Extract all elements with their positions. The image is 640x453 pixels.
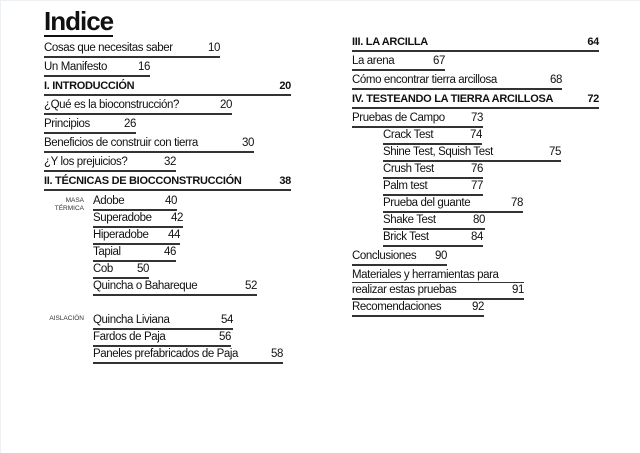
toc-entry[interactable]: [352, 54, 445, 71]
entry-label: Paneles prefabricados de Paja: [93, 348, 239, 360]
entry-page: 26: [124, 118, 136, 130]
entry-page: 78: [511, 197, 523, 209]
toc-entry[interactable]: [44, 136, 254, 153]
group-label-aislacion: [41, 315, 84, 323]
toc-subentry[interactable]: [93, 245, 176, 262]
entry-page: 16: [138, 61, 150, 73]
entry-label: Brick Test: [383, 231, 429, 243]
toc-subentry[interactable]: [93, 262, 149, 279]
entry-label: realizar estas pruebas: [352, 284, 457, 296]
section-heading[interactable]: [44, 79, 291, 96]
group-label-masa-termica: [41, 197, 84, 213]
entry-page: 73: [471, 112, 483, 124]
toc-entry[interactable]: [352, 73, 562, 90]
entry-page: 77: [471, 180, 483, 192]
toc-entry[interactable]: [44, 98, 232, 115]
entry-label: Hiperadobe: [93, 229, 149, 241]
entry-label: Conclusiones: [352, 250, 417, 262]
section-heading[interactable]: [44, 174, 291, 191]
toc-entry[interactable]: [44, 41, 220, 58]
toc-subentry[interactable]: [383, 196, 523, 213]
entry-label: La arena: [352, 55, 395, 67]
entry-page: 90: [435, 250, 447, 262]
toc-subentry[interactable]: [93, 279, 257, 296]
entry-page: 40: [165, 195, 177, 207]
toc-entry[interactable]: [352, 249, 447, 266]
entry-label: Quincha o Bahareque: [93, 280, 198, 292]
entry-page: 84: [471, 231, 483, 243]
entry-page: 10: [208, 42, 220, 54]
entry-page: 30: [242, 137, 254, 149]
entry-label: Quincha Liviana: [93, 314, 170, 326]
entry-label: Shake Test: [383, 214, 436, 226]
entry-label: Shine Test, Squish Test: [383, 146, 493, 158]
toc-subentry[interactable]: [93, 228, 180, 245]
entry-label: Adobe: [93, 195, 125, 207]
toc-subentry[interactable]: [93, 330, 231, 347]
entry-label: Tapial: [93, 246, 121, 258]
entry-label: Crack Test: [383, 129, 434, 141]
entry-label: Superadobe: [93, 212, 152, 224]
entry-page: 67: [433, 55, 445, 67]
toc-entry[interactable]: [352, 300, 484, 317]
page-title: Indice: [44, 6, 114, 36]
entry-page: 72: [587, 93, 599, 105]
entry-page: 20: [279, 80, 291, 92]
group-label-line: MASA: [65, 197, 84, 204]
entry-page: 42: [171, 212, 183, 224]
section-heading[interactable]: [352, 92, 599, 109]
toc-entry[interactable]: [352, 111, 483, 128]
entry-page: 91: [512, 284, 524, 296]
entry-label: IV. TESTEANDO LA TIERRA ARCILLOSA: [352, 93, 554, 105]
entry-label: III. LA ARCILLA: [352, 36, 428, 48]
toc-subentry[interactable]: [383, 179, 483, 196]
entry-page: 74: [470, 129, 482, 141]
section-heading[interactable]: [352, 35, 599, 52]
entry-page: 64: [587, 36, 599, 48]
entry-label: II. TÉCNICAS DE BIOCCONSTRUCCIÓN: [44, 175, 242, 187]
entry-label: Recomendaciones: [352, 301, 442, 313]
toc-subentry[interactable]: [383, 230, 483, 247]
entry-page: 50: [137, 263, 149, 275]
entry-label: Beneficios de construir con tierra: [44, 137, 198, 149]
entry-page: 92: [472, 301, 484, 313]
entry-label: I. INTRODUCCIÓN: [44, 80, 135, 92]
toc-subentry[interactable]: [383, 162, 483, 179]
toc-entry[interactable]: [44, 117, 136, 134]
toc-subentry[interactable]: [383, 128, 482, 145]
entry-label: Crush Test: [383, 163, 434, 175]
toc-subentry[interactable]: [93, 313, 233, 330]
entry-page: 54: [221, 314, 233, 326]
entry-page: 56: [219, 331, 231, 343]
entry-page: 38: [279, 175, 291, 187]
entry-label: ¿Qué es la bioconstrucción?: [44, 99, 179, 111]
entry-label: Principios: [44, 118, 90, 130]
entry-label: ¿Y los prejuicios?: [44, 156, 128, 168]
toc-subentry[interactable]: [93, 194, 177, 211]
toc-subentry[interactable]: [383, 213, 485, 230]
toc-entry[interactable]: [352, 268, 524, 300]
entry-label: Pruebas de Campo: [352, 112, 445, 124]
entry-label: Materiales y herramientas para: [352, 268, 524, 283]
entry-page: 44: [168, 229, 180, 241]
entry-label: Cómo encontrar tierra arcillosa: [352, 74, 497, 86]
toc-subentry[interactable]: [383, 145, 561, 162]
entry-page: 68: [550, 74, 562, 86]
entry-label: Palm test: [383, 180, 428, 192]
entry-label-line2: [352, 283, 524, 297]
entry-label: Cosas que necesitas saber: [44, 42, 173, 54]
entry-label: Cob: [93, 263, 113, 275]
entry-page: 58: [271, 348, 283, 360]
entry-page: 75: [549, 146, 561, 158]
entry-label: Prueba del guante: [383, 197, 471, 209]
entry-page: 32: [164, 156, 176, 168]
entry-page: 52: [245, 280, 257, 292]
entry-label: Fardos de Paja: [93, 331, 166, 343]
entry-page: 46: [164, 246, 176, 258]
entry-page: 20: [220, 99, 232, 111]
entry-page: 76: [471, 163, 483, 175]
entry-label: Un Manifesto: [44, 61, 107, 73]
group-label-line: AISLACIÓN: [49, 315, 84, 322]
entry-page: 80: [473, 214, 485, 226]
toc-entry[interactable]: [44, 155, 176, 172]
toc-subentry[interactable]: [93, 347, 283, 364]
group-label-line: TÉRMICA: [54, 205, 84, 212]
toc-subentry[interactable]: [93, 211, 183, 228]
toc-entry[interactable]: [44, 60, 150, 77]
